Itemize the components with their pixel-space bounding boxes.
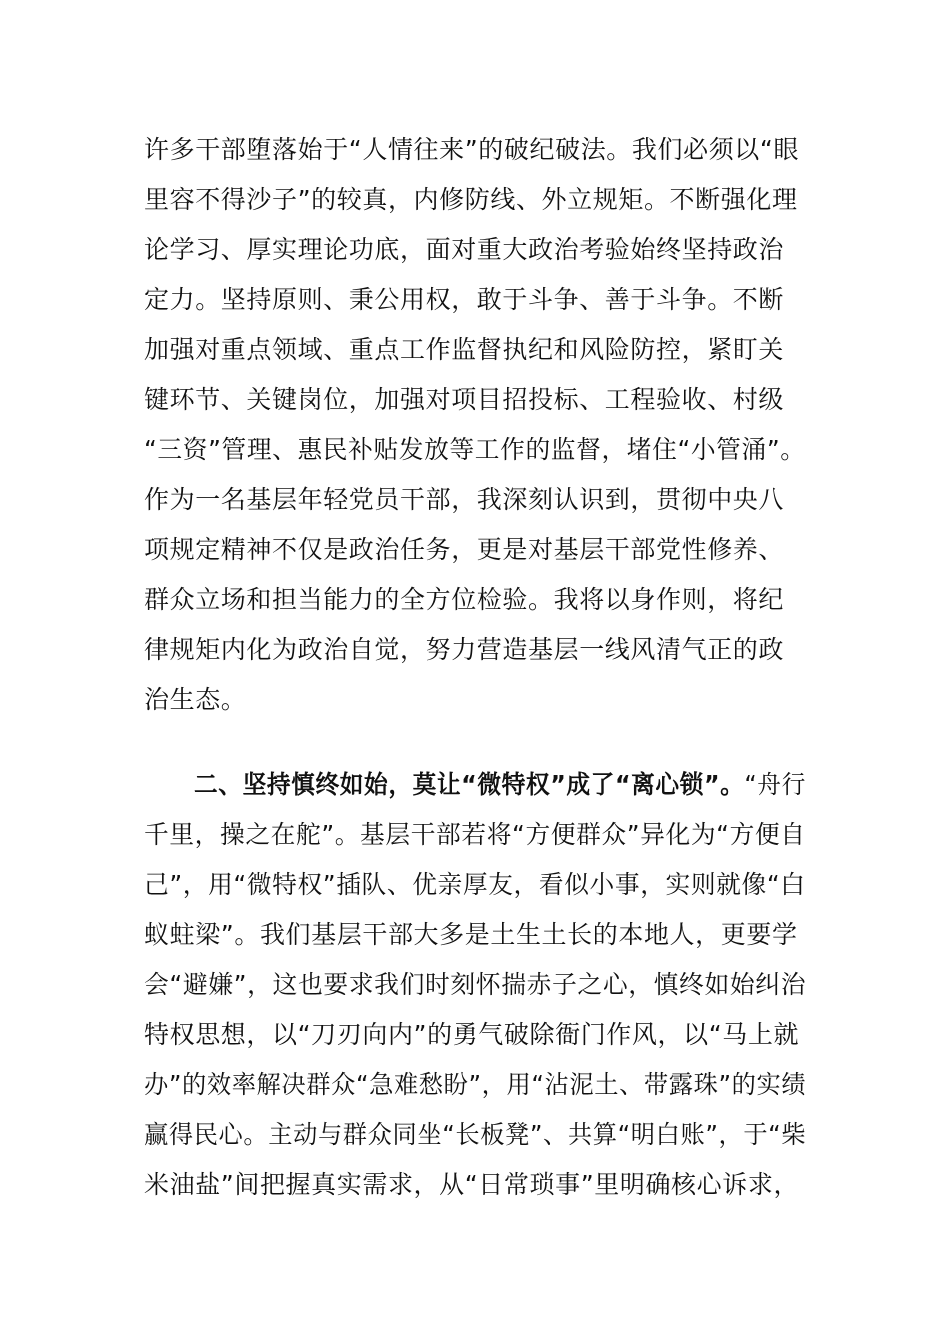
paragraph-line: 千里，操之在舵”。基层干部若将“方便群众”异化为“方便自 xyxy=(144,820,806,849)
section-heading: 二、坚持慎终如始，莫让“微特权”成了“离心锁”。 xyxy=(194,770,745,799)
paragraph-line: 论学习、厚实理论功底，面对重大政治考验始终坚持政治 xyxy=(144,235,785,264)
paragraph-line: 里容不得沙子”的较真，内修防线、外立规矩。不断强化理 xyxy=(144,185,798,214)
paragraph-line: 键环节、关键岗位，加强对项目招投标、工程验收、村级 xyxy=(144,385,785,414)
paragraph-line: 许多干部堕落始于“人情往来”的破纪破法。我们必须以“眼 xyxy=(144,135,800,164)
paragraph-line: 作为一名基层年轻党员干部，我深刻认识到，贯彻中央八 xyxy=(144,485,785,514)
paragraph-line: 办”的效率解决群众“急难愁盼”，用“沾泥土、带露珠”的实绩 xyxy=(144,1070,807,1099)
paragraph-line: 特权思想，以“刀刃向内”的勇气破除衙门作风，以“马上就 xyxy=(144,1020,800,1049)
paragraph-line: 会“避嫌”，这也要求我们时刻怀揣赤子之心，慎终如始纠治 xyxy=(144,970,807,999)
paragraph-line: 治生态。 xyxy=(144,685,247,714)
paragraph-line: 赢得民心。主动与群众同坐“长板凳”、共算“明白账”，于“柴 xyxy=(144,1120,807,1149)
paragraph-line: 米油盐”间把握真实需求，从“日常琐事”里明确核心诉求， xyxy=(144,1170,800,1199)
paragraph-line: 己”，用“微特权”插队、优亲厚友，看似小事，实则就像“白 xyxy=(144,870,806,899)
paragraph-line: 群众立场和担当能力的全方位检验。我将以身作则，将纪 xyxy=(144,585,785,614)
paragraph-first-line xyxy=(194,760,806,810)
paragraph-line: 加强对重点领域、重点工作监督执纪和风险防控，紧盯关 xyxy=(144,335,785,364)
paragraph-line: 律规矩内化为政治自觉，努力营造基层一线风清气正的政 xyxy=(144,635,785,664)
paragraph-line: 定力。坚持原则、秉公用权，敢于斗争、善于斗争。不断 xyxy=(144,285,785,314)
paragraph-line: “三资”管理、惠民补贴发放等工作的监督，堵住“小管涌”。 xyxy=(144,435,806,464)
heading-trailing-text: “舟行 xyxy=(744,770,806,799)
paragraph-line: 蚁蛀梁”。我们基层干部大多是土生土长的本地人，更要学 xyxy=(144,920,798,949)
paragraph-line: 项规定精神不仅是政治任务，更是对基层干部党性修养、 xyxy=(144,535,785,564)
